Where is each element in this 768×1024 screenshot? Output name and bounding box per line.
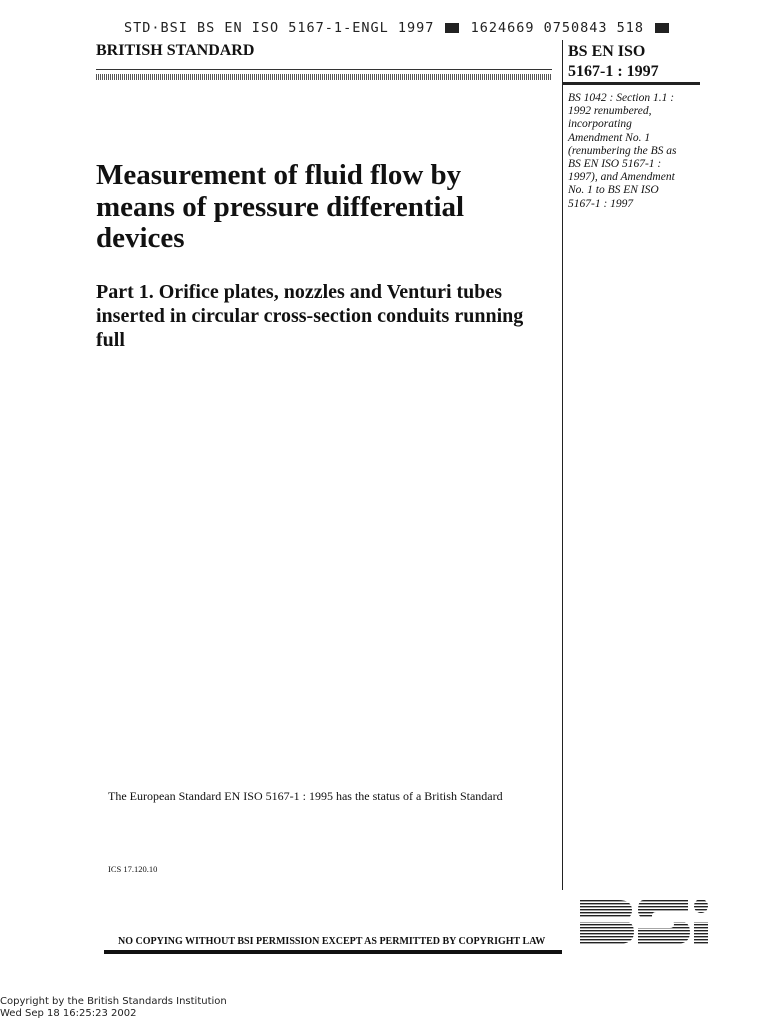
right-column-divider xyxy=(562,40,563,890)
standard-number xyxy=(568,42,659,82)
ics-code: ICS 17.120.10 xyxy=(108,864,158,874)
status-statement: The European Standard EN ISO 5167-1 : 1995 has the status of a British Standard xyxy=(108,789,503,803)
standard-number-rule xyxy=(562,82,700,85)
document-subtitle: Part 1. Orifice plates, nozzles and Venturi tubes inserted in circular cross-section conduits running full xyxy=(96,281,524,351)
brand-label: BRITISH STANDARD xyxy=(96,42,255,59)
header-hatch-rule xyxy=(96,74,552,80)
header-rule xyxy=(96,69,552,70)
barcode-block-icon xyxy=(655,23,669,33)
standard-number-line1: BS EN ISO xyxy=(568,43,646,60)
standard-number-line2: 5167-1 : 1997 xyxy=(568,63,659,80)
barcode-block-icon xyxy=(445,23,459,33)
bsi-logo-icon xyxy=(578,894,710,948)
print-footer: Copyright by the British Standards Institution Wed Sep 18 16:25:23 2002 xyxy=(0,996,227,1019)
document-title: Measurement of fluid flow by means of pressure differential devices xyxy=(96,159,465,254)
header-code-numbers: 1624669 0750843 518 xyxy=(470,20,645,36)
standard-note: BS 1042 : Section 1.1 : 1992 renumbered, incorporating Amendment No. 1 (renumbering the BS as BS EN ISO 5167-1 : 1997), and Amendment No. 1 to BS EN ISO 5167-1 : 1997 xyxy=(568,92,677,210)
header-code-text: STD·BSI BS EN ISO 5167-1-ENGL 1997 xyxy=(124,20,435,36)
footer-rule xyxy=(104,950,562,954)
copying-notice: NO COPYING WITHOUT BSI PERMISSION EXCEPT AS PERMITTED BY COPYRIGHT LAW xyxy=(118,936,546,947)
document-header-code xyxy=(124,20,664,36)
